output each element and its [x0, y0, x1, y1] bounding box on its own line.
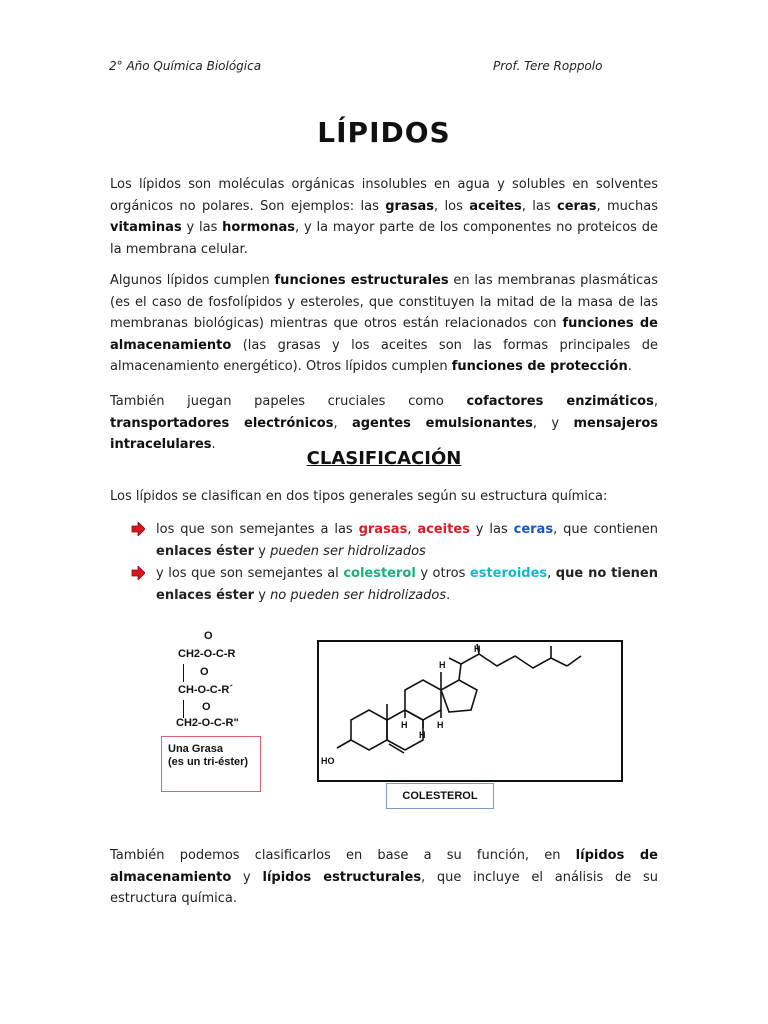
arrow-bullet-icon — [131, 522, 145, 536]
fat-caption-box — [161, 736, 261, 792]
fat-caption-line-1: Una Grasa — [168, 743, 224, 755]
hydrogen-label: H — [474, 644, 481, 654]
header-course: 2° Año Química Biológica — [109, 59, 262, 73]
ring-c — [405, 680, 441, 720]
fat-bond-2 — [183, 700, 184, 718]
fat-oxygen-3: O — [202, 701, 211, 713]
bullet-item-steroids: y los que son semejantes al colesterol y otros esteroides, que no tienen enlaces éster y no pueden ser hidrolizados. — [156, 566, 658, 603]
cholesterol-structure — [317, 640, 623, 782]
hydroxyl-label: HO — [321, 756, 335, 766]
section-heading: CLASIFICACIÓN — [306, 448, 462, 469]
fat-bond-1 — [183, 664, 184, 682]
hydrogen-label: H — [437, 720, 444, 730]
page-title: LÍPIDOS — [317, 116, 451, 149]
fat-line-2: CH-O-C-R´ — [178, 684, 233, 696]
cholesterol-caption: COLESTEROL — [386, 783, 494, 809]
paragraph-classification: Los lípidos se clasifican en dos tipos generales según su estructura química: — [110, 489, 608, 504]
hydrogen-label: H — [439, 660, 446, 670]
hydrogen-label: H — [419, 730, 426, 740]
fat-line-3: CH2-O-C-R" — [176, 717, 239, 729]
paragraph-functions: Algunos lípidos cumplen funciones estructurales en las membranas plasmáticas (es el caso de fosfolípidos y esteroles, que constituyen la mitad de la masa de las membranas biológicas) mientras que otros están relacionados con funciones de almacenamiento (las grasas y los aceites son las formas principales de almacenamiento energético). Otros lípidos cumplen funciones de protección. — [110, 273, 659, 374]
paragraph-function-classification: También podemos clasificarlos en base a su función, en lípidos de almacenamiento y lípidos estructurales, que incluye el análisis de su estructura química. — [110, 848, 658, 906]
cholesterol-diagram — [319, 642, 621, 780]
ring-d — [441, 680, 477, 712]
hydrogen-label: H — [401, 720, 408, 730]
fat-caption-line-2: (es un tri-éster) — [168, 756, 249, 768]
bullet-item-esters: los que son semejantes a las grasas, aceites y las ceras, que contienen enlaces éster y pueden ser hidrolizados — [156, 522, 658, 559]
fat-oxygen-1: O — [204, 630, 213, 642]
header-author: Prof. Tere Roppolo — [493, 59, 603, 73]
fat-line-1: CH2-O-C-R — [178, 648, 236, 660]
paragraph-intro: Los lípidos son moléculas orgánicas insolubles en agua y solubles en solventes orgánicos no polares. Son ejemplos: las grasas, los aceites, las ceras, muchas vitaminas y las hormonas, y la mayor parte de los componentes no proteicos de la membrana celular. — [110, 177, 658, 257]
paragraph-roles: También juegan papeles cruciales como cofactores enzimáticos, transportadores electrónicos, agentes emulsionantes, y mensajeros intracelulares. — [110, 394, 658, 452]
fat-oxygen-2: O — [200, 666, 209, 678]
ring-a — [351, 710, 387, 750]
arrow-bullet-icon — [131, 566, 145, 580]
